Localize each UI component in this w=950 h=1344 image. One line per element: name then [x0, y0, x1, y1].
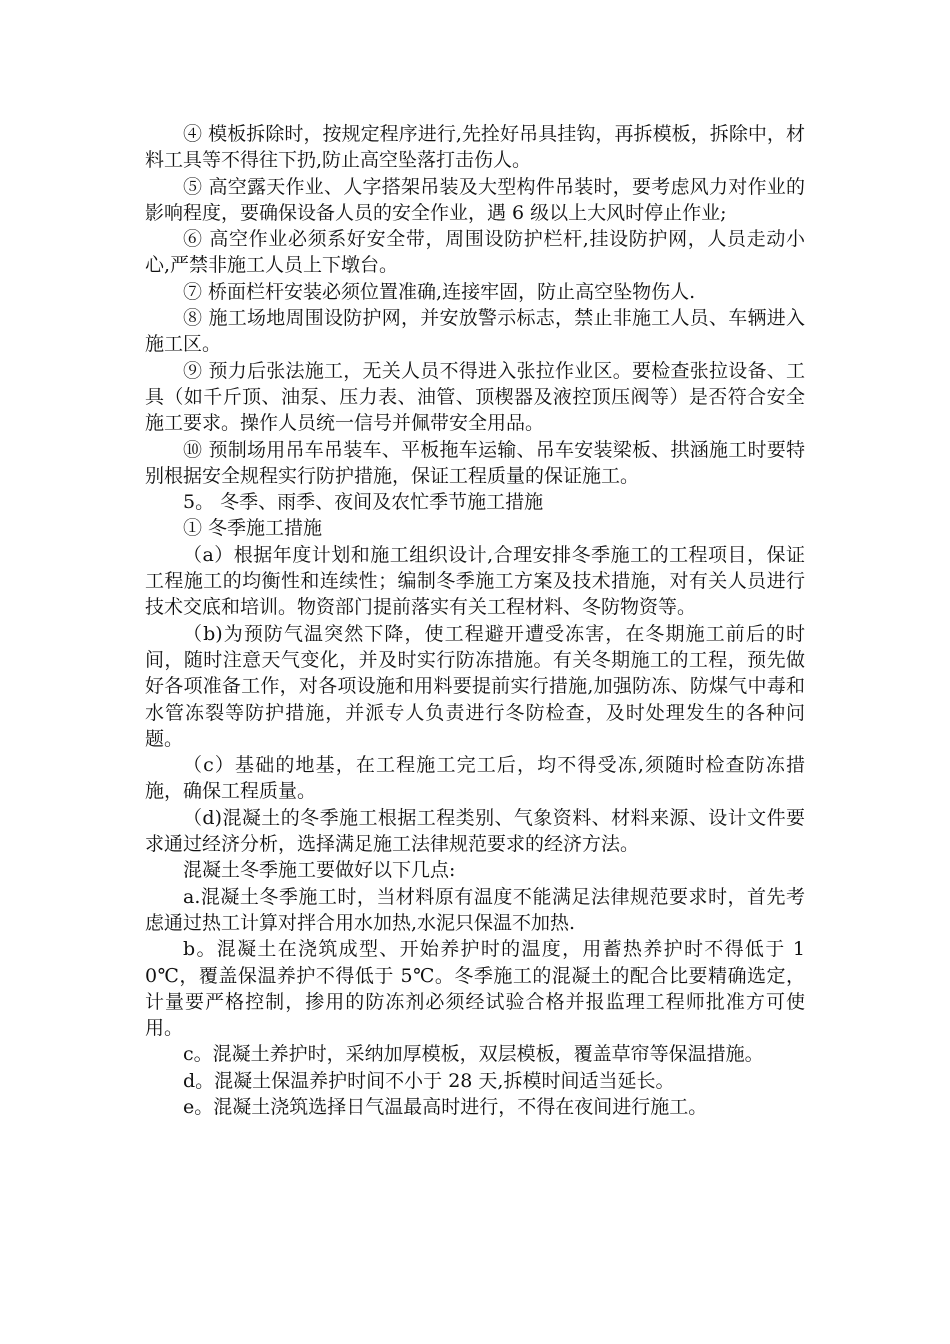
list-item-e: e。混凝土浇筑选择日气温最高时进行，不得在夜间进行施工。 — [183, 1095, 708, 1118]
paragraph-c: （c）基础的地基，在工程施工完工后，均不得受冻,须随时检查防冻措施，确保工程质量。 — [145, 754, 805, 803]
list-intro: 混凝土冬季施工要做好以下几点: — [183, 859, 456, 882]
paragraph-item-9: ⑨ 预力后张法施工，无关人员不得进入张拉作业区。要检查张拉设备、工具（如千斤顶、油泵、压力表、油管、顶楔器及液控顶压阀等）是否符合安全施工要求。操作人员统一信号并佩带安全用品。 — [145, 359, 805, 435]
paragraph-item-4: ④ 模板拆除时，按规定程序进行,先拴好吊具挂钩，再拆模板，拆除中，材料工具等不得往下扔,防止高空坠落打击伤人。 — [145, 123, 805, 172]
list-item-b: b。混凝土在浇筑成型、开始养护时的温度，用蓄热养护时不得低于 10℃，覆盖保温养护不得低于 5℃。冬季施工的混凝土的配合比要精确选定，计量要严格控制，掺用的防冻剂必须经试验合格并报监理工程师批准方可使用。 — [145, 938, 805, 1040]
list-item-a: a.混凝土冬季施工时，当材料原有温度不能满足法律规范要求时，首先考虑通过热工计算对拌合用水加热,水泥只保温不加热. — [145, 885, 805, 934]
paragraph-item-8: ⑧ 施工场地周围设防护网，并安放警示标志，禁止非施工人员、车辆进入施工区。 — [145, 307, 805, 356]
section-heading: 5。 冬季、雨季、夜间及农忙季节施工措施 — [183, 491, 544, 514]
paragraph-item-6: ⑥ 高空作业必须系好安全带，周围设防护栏杆,挂设防护网，人员走动小心,严禁非施工人员上下墩台。 — [145, 228, 805, 277]
paragraph-a: （a）根据年度计划和施工组织设计,合理安排冬季施工的工程项目，保证工程施工的均衡性和连续性；编制冬季施工方案及技术措施，对有关人员进行技术交底和培训。物资部门提前落实有关工程材料、冬防物资等。 — [145, 543, 805, 619]
document-body — [145, 121, 805, 1120]
paragraph-item-5: ⑤ 高空露天作业、人字搭架吊装及大型构件吊装时，要考虑风力对作业的影响程度，要确保设备人员的安全作业，遇 6 级以上大风时停止作业; — [145, 175, 805, 224]
paragraph-b: （b)为预防气温突然下降，使工程避开遭受冻害，在冬期施工前后的时间，随时注意天气变化，并及时实行防冻措施。有关冬期施工的工程，预先做好各项准备工作，对各项设施和用料要提前实行措施,加强防冻、防煤气中毒和水管冻裂等防护措施，并派专人负责进行冬防检查，及时处理发生的各种问题。 — [145, 622, 805, 750]
subsection-heading: ① 冬季施工措施 — [183, 517, 323, 540]
paragraph-item-10: ⑩ 预制场用吊车吊装车、平板拖车运输、吊车安装梁板、拱涵施工时要特别根据安全规程实行防护措施，保证工程质量的保证施工。 — [145, 438, 805, 487]
paragraph-d: （d)混凝土的冬季施工根据工程类别、气象资料、材料来源、设计文件要求通过经济分析，选择满足施工法律规范要求的经济方法。 — [145, 806, 805, 856]
paragraph-item-7: ⑦ 桥面栏杆安装必须位置准确,连接牢固，防止高空坠物伤人. — [183, 280, 696, 303]
list-item-c: c。混凝土养护时，采纳加厚模板，双层模板，覆盖草帘等保温措施。 — [183, 1043, 764, 1066]
list-item-d: d。混凝土保温养护时间不小于 28 天,拆模时间适当延长。 — [183, 1069, 675, 1092]
